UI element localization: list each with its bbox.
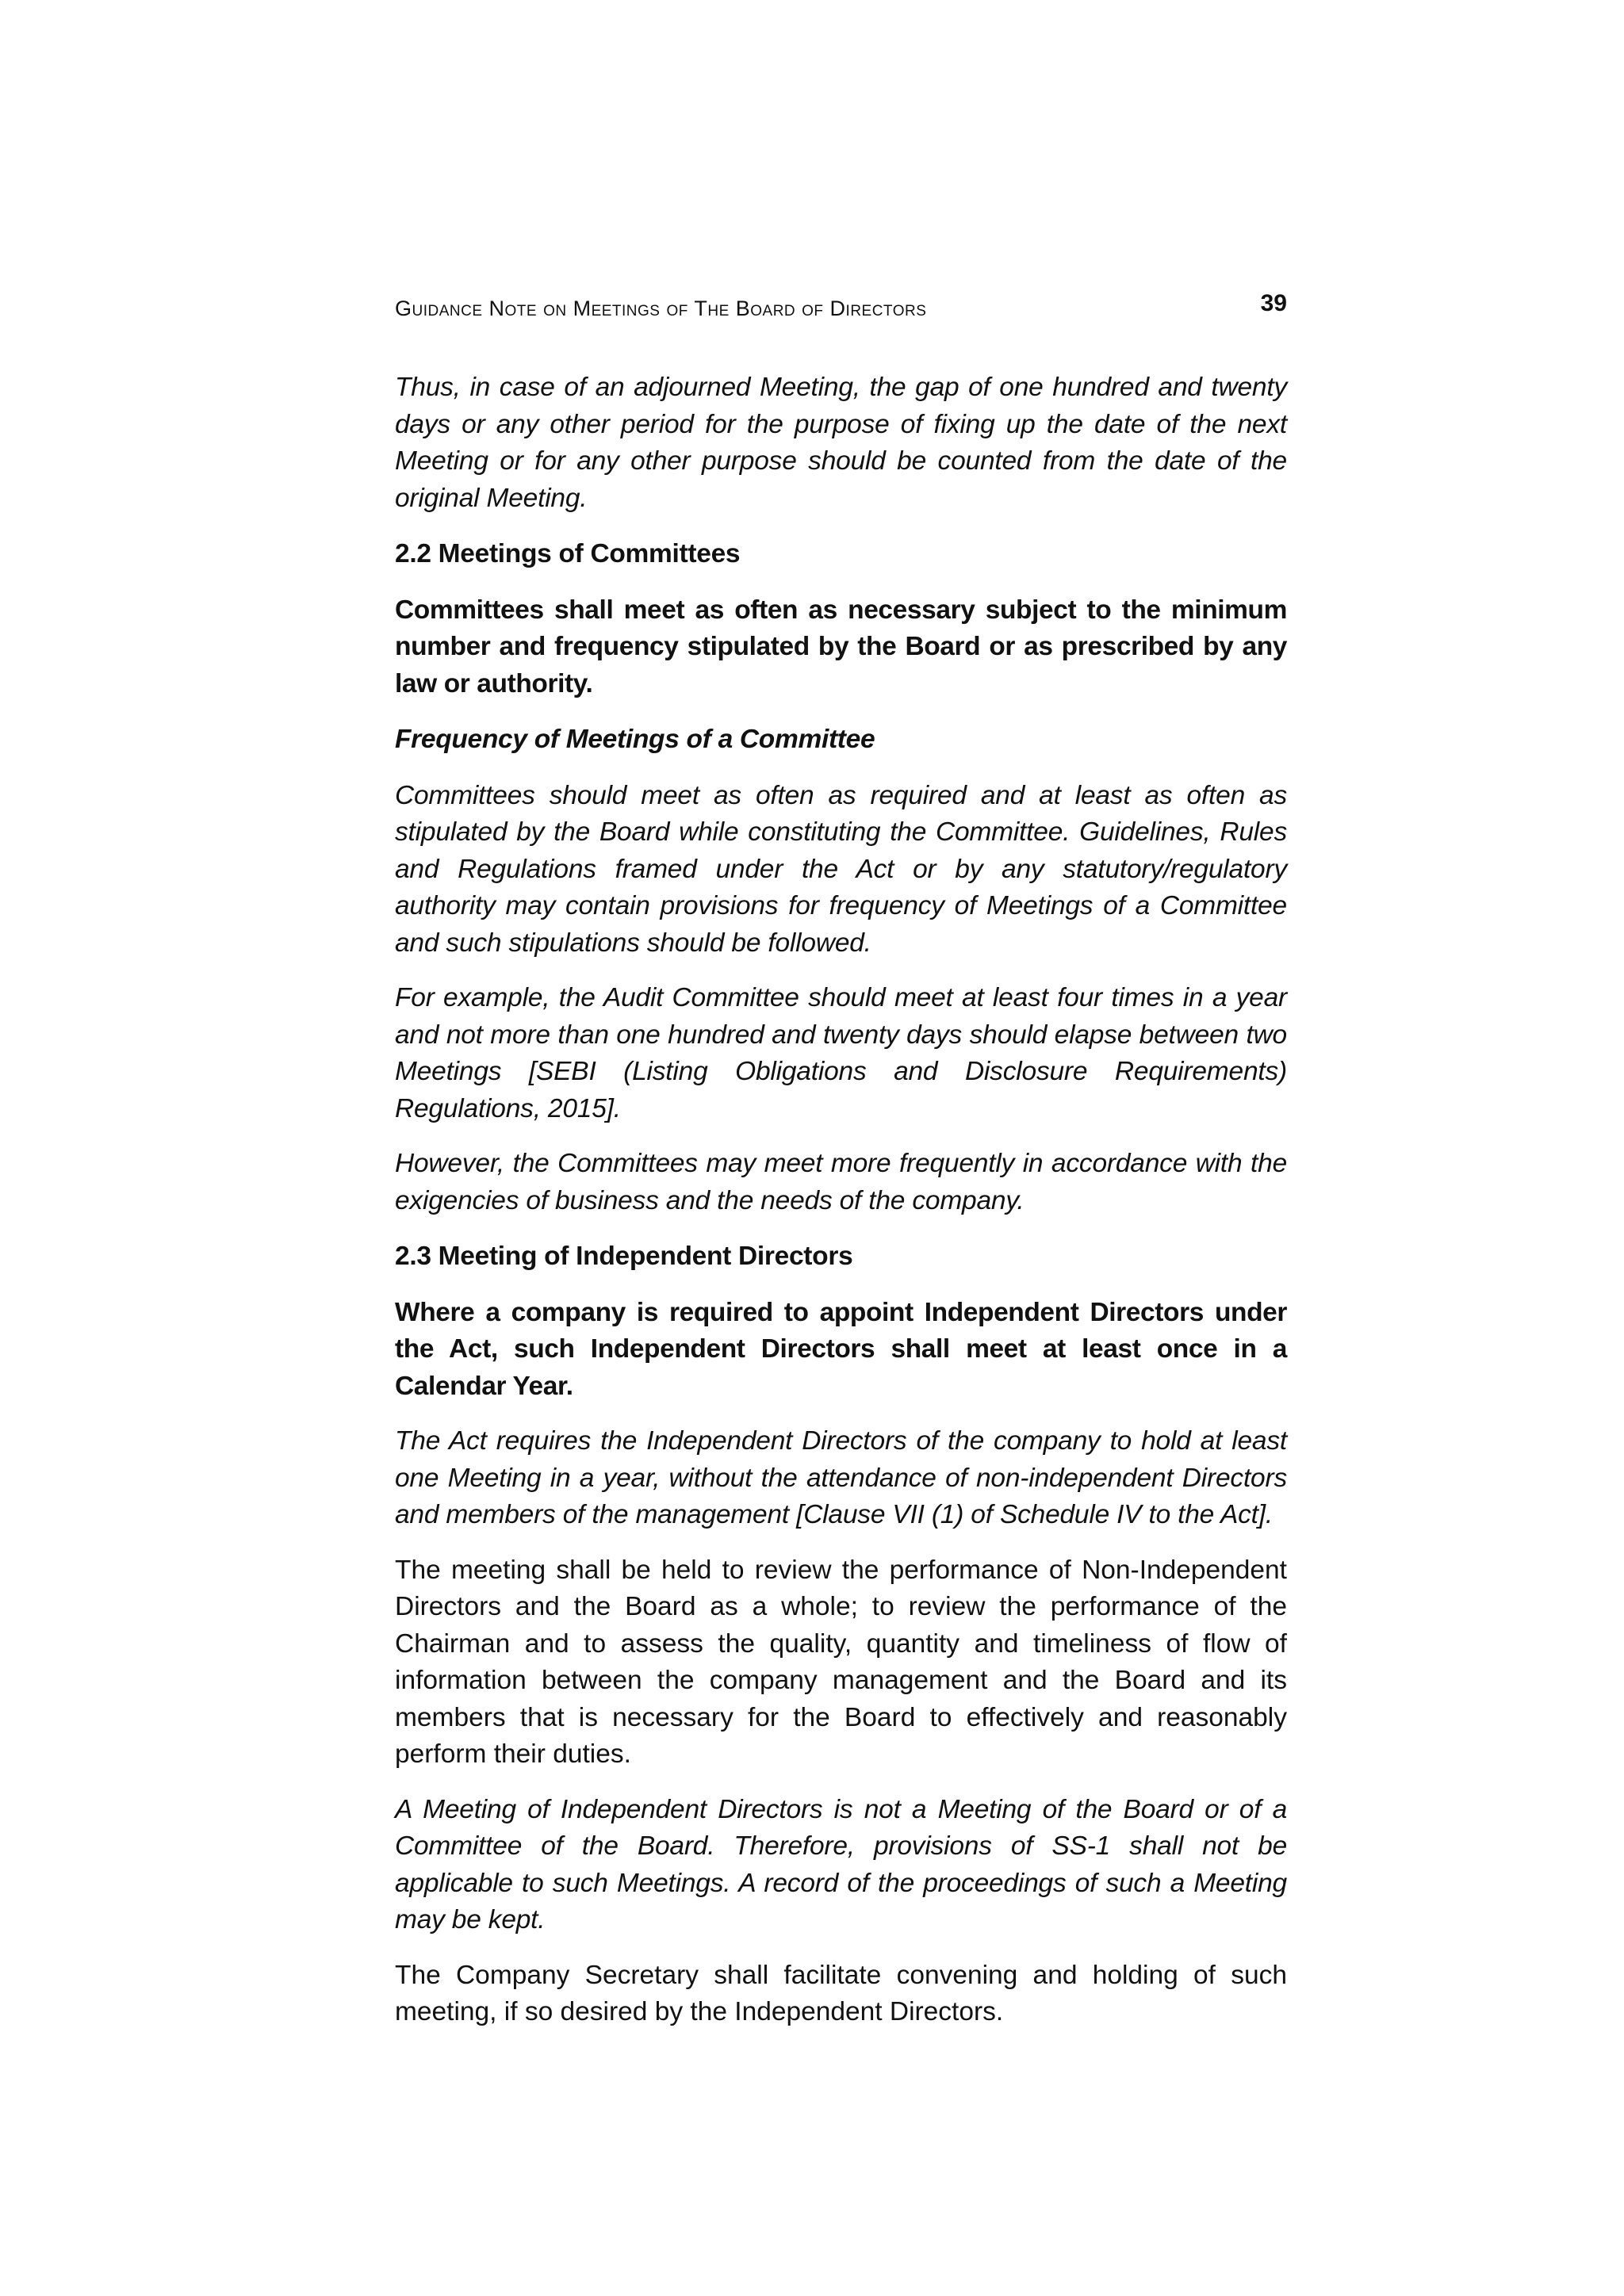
- paragraph-meeting-purpose: The meeting shall be held to review the performance of Non-Independent Directors and the Board as a whole; to review the performance of the Chairman and to assess the quality, quantity and timeliness of flow of information between the company management and the Board and its members that is necessary for the Board to effectively and reasonably perform their duties.: [395, 1555, 1287, 1769]
- paragraph-committee-frequency: Committees should meet as often as required and at least as often as stipulated by the Board while constituting the Committee. Guidelines, Rules and Regulations framed under the Act or by any statutory/regulatory authority may contain provisions for frequency of Meetings of a Committee and such stipulations should be followed.: [395, 780, 1287, 958]
- running-header-title: Guidance Note on Meetings of The Board of Directors: [395, 297, 927, 320]
- section-heading-2-2: 2.2 Meetings of Committees: [395, 539, 741, 568]
- running-header: [395, 285, 1287, 333]
- subheading-frequency: Frequency of Meetings of a Committee: [395, 725, 875, 754]
- paragraph-not-board-meeting: A Meeting of Independent Directors is not a Meeting of the Board or of a Committee of the Board. Therefore, provisions of SS-1 shall not be applicable to such Meetings. A record of the proceedings of such a Meeting may be kept.: [395, 1794, 1287, 1934]
- paragraph-audit-committee-example: For example, the Audit Committee should meet at least four times in a year and not more than one hundred and twenty days should elapse between two Meetings [SEBI (Listing Obligations and Disclosure Requirements) Regulations, 2015].: [395, 983, 1287, 1123]
- paragraph-meet-more-frequently: However, the Committees may meet more frequently in accordance with the exigencies of business and the needs of the company.: [395, 1149, 1287, 1215]
- standard-rule-2-3: Where a company is required to appoint Independent Directors under the Act, such Independent Directors shall meet at least once in a Calendar Year.: [395, 1297, 1287, 1401]
- section-heading-2-3: 2.3 Meeting of Independent Directors: [395, 1242, 853, 1271]
- standard-rule-2-2: Committees shall meet as often as necessary subject to the minimum number and frequency stipulated by the Board or as prescribed by any law or authority.: [395, 595, 1287, 698]
- paragraph-company-secretary: The Company Secretary shall facilitate convening and holding of such meeting, if so desired by the Independent Directors.: [395, 1960, 1287, 2026]
- page-content: [395, 285, 1287, 2031]
- paragraph-act-requirement: The Act requires the Independent Directors of the company to hold at least one Meeting in a year, without the attendance of non-independent Directors and members of the management [Clause VII (1) of Schedule IV to the Act].: [395, 1426, 1287, 1529]
- paragraph-adjourned-meeting: Thus, in case of an adjourned Meeting, the gap of one hundred and twenty days or any other period for the purpose of fixing up the date of the next Meeting or for any other purpose should be counted from the date of the original Meeting.: [395, 373, 1287, 513]
- page-number: 39: [1260, 290, 1287, 316]
